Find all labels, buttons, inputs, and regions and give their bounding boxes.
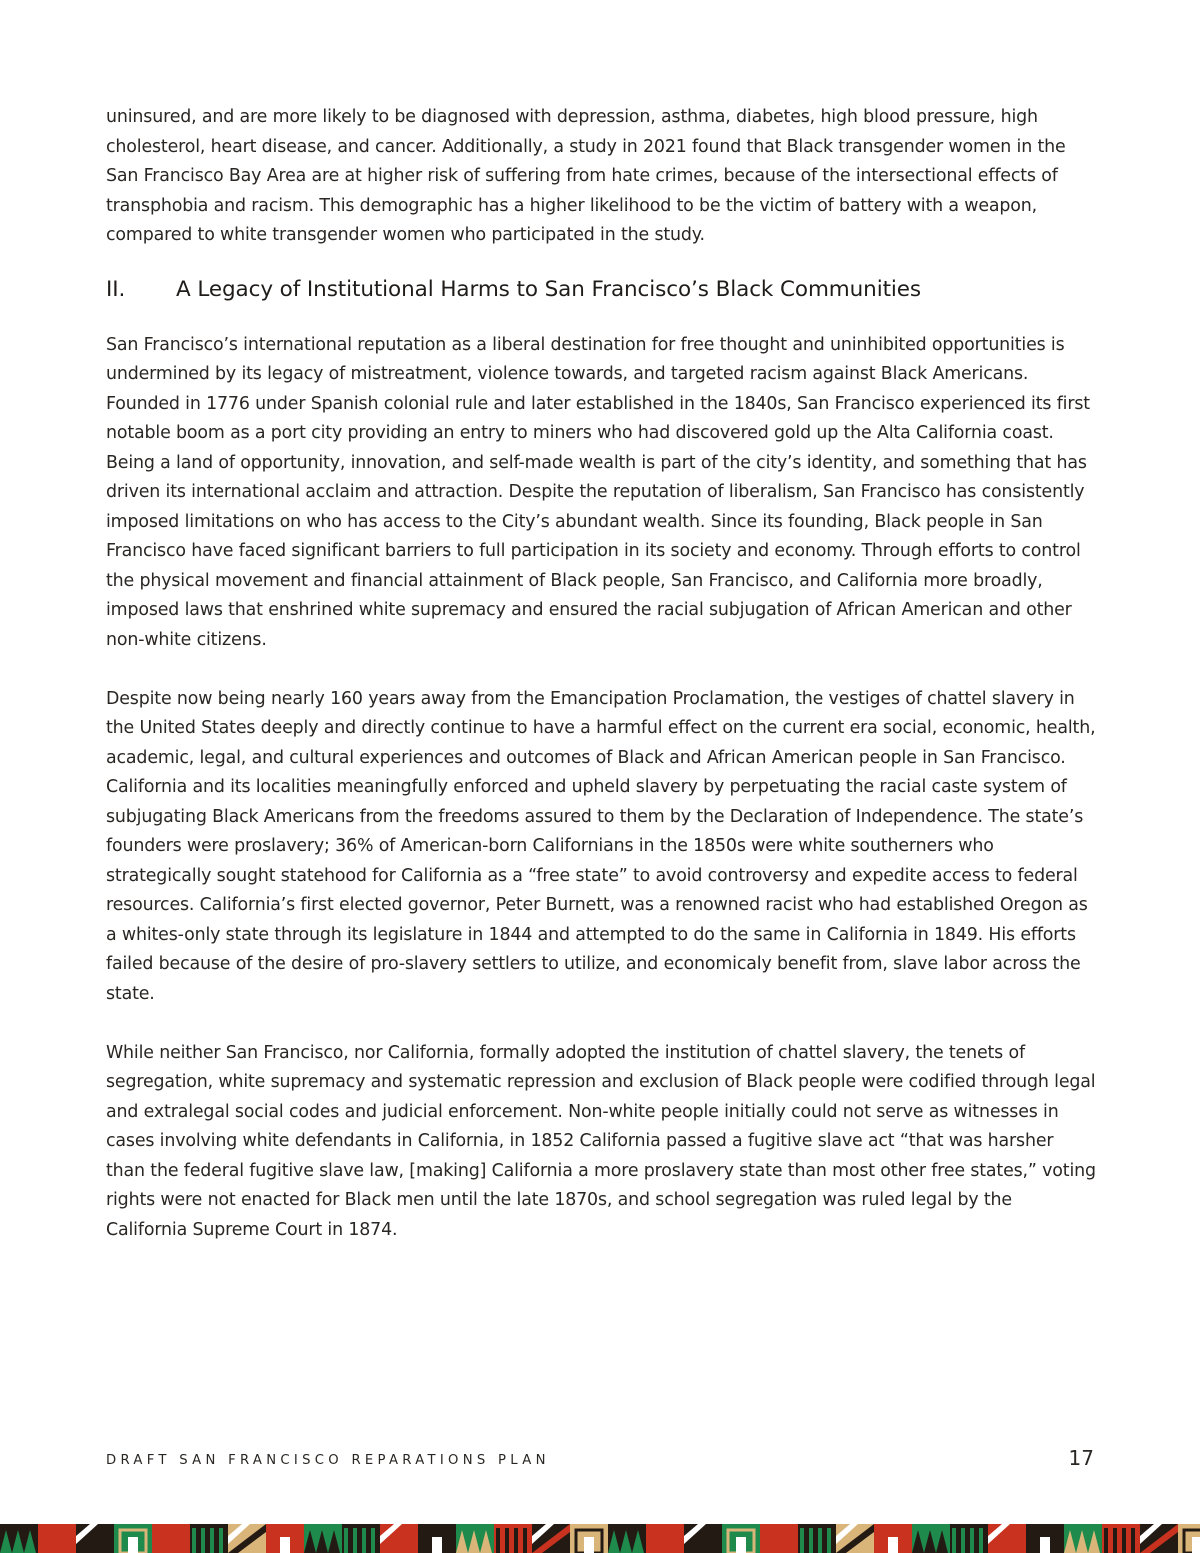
pattern-tile — [0, 1524, 38, 1553]
pattern-tile — [912, 1524, 950, 1553]
pattern-tile — [76, 1524, 114, 1553]
pattern-tile — [646, 1524, 684, 1553]
pattern-tile — [114, 1524, 152, 1553]
page-number: 17 — [1068, 1446, 1094, 1470]
section-title: A Legacy of Institutional Harms to San Francisco’s Black Communities — [176, 276, 922, 302]
pattern-tile — [532, 1524, 570, 1553]
body-paragraph-2: Despite now being nearly 160 years away from the Emancipation Proclamation, the vestiges of chattel slavery in the United States deeply and directly continue to have a harmful effect on the current era social, economic, health, academic, legal, and cultural experiences and outcomes of Black and African American people in San Francisco. California and its localities meaningfully enforced and upheld slavery by perpetuating the racial caste system of subjugating Black Americans from the freedoms assured to them by the Declaration of Independence. The state’s founders were proslavery; 36% of American-born Californians in the 1850s were white southerners who strategically sought statehood for California as a “free state” to avoid controversy and expedite access to federal resources. California’s first elected governor, Peter Burnett, was a renowned racist who had established Oregon as a whites-only state through its legislature in 1844 and attempted to do the same in California in 1849. His efforts failed because of the desire of pro-slavery settlers to utilize, and economicaly benefit from, slave labor across the state. — [106, 688, 1096, 1004]
pattern-tile — [684, 1524, 722, 1553]
pattern-tile — [38, 1524, 76, 1553]
section-number: II. — [106, 276, 126, 302]
pattern-tile — [266, 1524, 304, 1553]
pattern-tile — [722, 1524, 760, 1553]
pattern-tile — [950, 1524, 988, 1553]
pattern-tile — [760, 1524, 798, 1553]
pattern-tile — [418, 1524, 456, 1553]
pattern-tile — [304, 1524, 342, 1553]
pattern-tile — [152, 1524, 190, 1553]
pattern-tile — [380, 1524, 418, 1553]
paragraph-spacer — [106, 655, 1096, 685]
pattern-tile — [798, 1524, 836, 1553]
pattern-tile — [1026, 1524, 1064, 1553]
section-heading — [106, 275, 1096, 305]
pattern-tile — [988, 1524, 1026, 1553]
pattern-tile — [494, 1524, 532, 1553]
decorative-pattern-border — [0, 1524, 1200, 1553]
pattern-tile — [570, 1524, 608, 1553]
pattern-tile — [874, 1524, 912, 1553]
body-paragraph-3: While neither San Francisco, nor California, formally adopted the institution of chattel slavery, the tenets of segregation, white supremacy and systematic repression and exclusion of Black people were codified through legal and extralegal social codes and judicial enforcement. Non-white people initially could not serve as witnesses in cases involving white defendants in California, in 1852 California passed a fugitive slave act “that was harsher than the federal fugitive slave law, [making] California a more proslavery state than most other free states,” voting rights were not enacted for Black men until the late 1870s, and school segregation was ruled legal by the California Supreme Court in 1874. — [106, 1042, 1096, 1240]
pattern-tile — [190, 1524, 228, 1553]
pattern-tile — [1102, 1524, 1140, 1553]
pattern-tile — [1064, 1524, 1102, 1553]
pattern-tile — [456, 1524, 494, 1553]
pattern-tile — [228, 1524, 266, 1553]
paragraph-spacer — [106, 1009, 1096, 1039]
footer-document-title: DRAFT SAN FRANCISCO REPARATIONS PLAN — [106, 1453, 550, 1468]
intro-paragraph: uninsured, and are more likely to be diagnosed with depression, asthma, diabetes, high blood pressure, high cholesterol, heart disease, and cancer. Additionally, a study in 2021 found that Black transgender women in the San Francisco Bay Area are at higher risk of suffering from hate crimes, because of the intersectional effects of transphobia and racism. This demographic has a higher likelihood to be the victim of battery with a weapon, compared to white transgender women who participated in the study. — [106, 107, 1066, 245]
pattern-tile — [342, 1524, 380, 1553]
pattern-tile — [1178, 1524, 1200, 1553]
pattern-tile — [1140, 1524, 1178, 1553]
pattern-border-graphic — [0, 1524, 1200, 1553]
pattern-tile — [608, 1524, 646, 1553]
page-content — [106, 103, 1096, 1245]
body-paragraph-1: San Francisco’s international reputation as a liberal destination for free thought and uninhibited opportunities is undermined by its legacy of mistreatment, violence towards, and targeted racism against Black Americans. Founded in 1776 under Spanish colonial rule and later established in the 1840s, San Francisco experienced its first notable boom as a port city providing an entry to miners who had discovered gold up the Alta California coast. Being a land of opportunity, innovation, and self-made wealth is part of the city’s identity, and something that has driven its international acclaim and attraction. Despite the reputation of liberalism, San Francisco has consistently imposed limitations on who has access to the City’s abundant wealth. Since its founding, Black people in San Francisco have faced significant barriers to full participation in its society and economy. Through efforts to control the physical movement and financial attainment of Black people, San Francisco, and California more broadly, imposed laws that enshrined white supremacy and ensured the racial subjugation of African American and other non-white citizens. — [106, 334, 1090, 650]
pattern-tile — [836, 1524, 874, 1553]
